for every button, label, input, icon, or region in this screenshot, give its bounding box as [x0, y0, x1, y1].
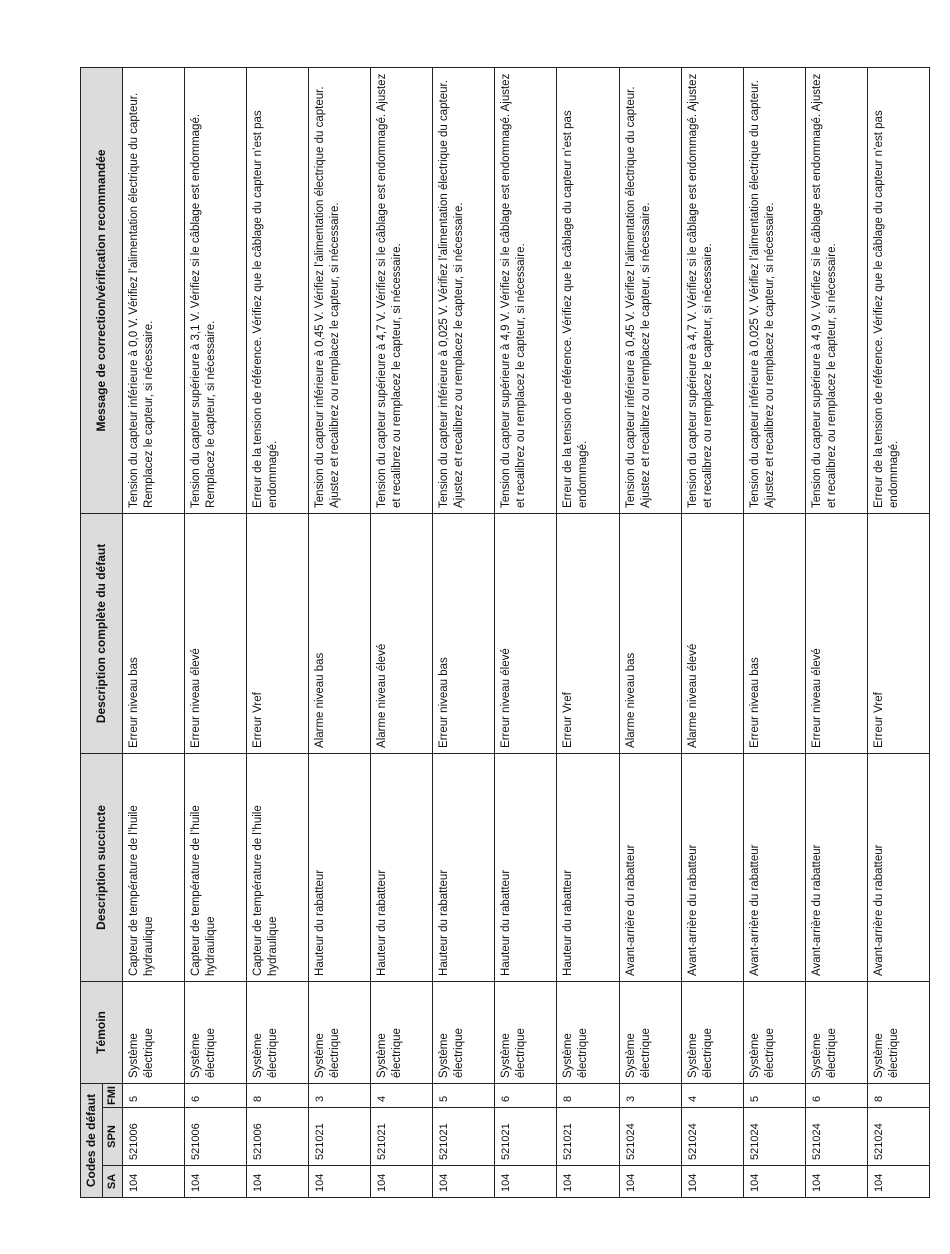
cell-short-description: Avant-arrière du rabatteur: [867, 753, 929, 981]
cell-temoin: Système électrique: [371, 981, 433, 1083]
cell-fmi: 8: [557, 1083, 619, 1107]
cell-message: Tension du capteur supérieure à 4,9 V. Vérifiez si le câblage est endommagé. Ajustez et recalibrez ou remplacez le capteur, si nécessaire.: [495, 67, 557, 513]
cell-message: Tension du capteur inférieure à 0,45 V. Vérifiez l’alimentation électrique du capteur. Ajustez et recalibrez ou remplacez le capteur, si nécessaire.: [309, 67, 371, 513]
cell-message: Tension du capteur inférieure à 0,45 V. Vérifiez l’alimentation électrique du capteur. Ajustez et recalibrez ou remplacez le capteur, si nécessaire.: [619, 67, 681, 513]
cell-fmi: 3: [309, 1083, 371, 1107]
cell-temoin: Système électrique: [743, 981, 805, 1083]
cell-full-description: Erreur Vref: [247, 513, 309, 753]
header-sa: SA: [103, 1166, 123, 1198]
cell-spn: 521024: [805, 1108, 867, 1166]
header-spn: SPN: [103, 1108, 123, 1166]
cell-message: Tension du capteur inférieure à 0,025 V. Vérifiez l’alimentation électrique du capteur. Ajustez et recalibrez ou remplacez le capteur, si nécessaire.: [743, 67, 805, 513]
cell-temoin: Système électrique: [495, 981, 557, 1083]
cell-temoin: Système électrique: [123, 981, 185, 1083]
cell-spn: 521024: [619, 1108, 681, 1166]
cell-temoin: Système électrique: [433, 981, 495, 1083]
table-row: [123, 67, 185, 1197]
cell-short-description: Avant-arrière du rabatteur: [681, 753, 743, 981]
cell-message: Tension du capteur supérieure à 4,7 V. Vérifiez si le câblage est endommagé. Ajustez et recalibrez ou remplacez le capteur, si nécessaire.: [681, 67, 743, 513]
cell-sa: 104: [743, 1166, 805, 1198]
header-temoin: Témoin: [81, 981, 123, 1083]
cell-sa: 104: [681, 1166, 743, 1198]
cell-short-description: Avant-arrière du rabatteur: [805, 753, 867, 981]
table-row: [309, 67, 371, 1197]
cell-temoin: Système électrique: [619, 981, 681, 1083]
table-row: [805, 67, 867, 1197]
table-header: [81, 67, 123, 1197]
header-fmi: FMI: [103, 1083, 123, 1107]
cell-spn: 521021: [309, 1108, 371, 1166]
cell-temoin: Système électrique: [185, 981, 247, 1083]
cell-short-description: Capteur de température de l’huile hydraulique: [123, 753, 185, 981]
cell-spn: 521021: [371, 1108, 433, 1166]
cell-sa: 104: [371, 1166, 433, 1198]
cell-short-description: Hauteur du rabatteur: [557, 753, 619, 981]
cell-temoin: Système électrique: [867, 981, 929, 1083]
cell-full-description: Erreur Vref: [867, 513, 929, 753]
cell-short-description: Hauteur du rabatteur: [495, 753, 557, 981]
cell-full-description: Erreur niveau élevé: [805, 513, 867, 753]
cell-fmi: 4: [681, 1083, 743, 1107]
cell-message: Tension du capteur supérieure à 3,1 V. Vérifiez si le câblage est endommagé. Remplacez le capteur, si nécessaire.: [185, 67, 247, 513]
cell-sa: 104: [495, 1166, 557, 1198]
cell-sa: 104: [123, 1166, 185, 1198]
table-row: [371, 67, 433, 1197]
table-row: [433, 67, 495, 1197]
cell-temoin: Système électrique: [805, 981, 867, 1083]
cell-temoin: Système électrique: [681, 981, 743, 1083]
cell-fmi: 6: [185, 1083, 247, 1107]
header-full-description: Description complète du défaut: [81, 513, 123, 753]
table-row: [557, 67, 619, 1197]
cell-fmi: 6: [495, 1083, 557, 1107]
cell-full-description: Alarme niveau élevé: [371, 513, 433, 753]
cell-full-description: Erreur Vref: [557, 513, 619, 753]
cell-sa: 104: [247, 1166, 309, 1198]
cell-full-description: Alarme niveau bas: [619, 513, 681, 753]
cell-sa: 104: [309, 1166, 371, 1198]
cell-short-description: Hauteur du rabatteur: [309, 753, 371, 981]
cell-fmi: 3: [619, 1083, 681, 1107]
cell-full-description: Erreur niveau bas: [743, 513, 805, 753]
cell-short-description: Hauteur du rabatteur: [433, 753, 495, 981]
fault-code-table: [80, 67, 930, 1198]
cell-spn: 521006: [247, 1108, 309, 1166]
table-body: [123, 67, 930, 1197]
cell-sa: 104: [185, 1166, 247, 1198]
cell-temoin: Système électrique: [309, 981, 371, 1083]
cell-temoin: Système électrique: [557, 981, 619, 1083]
table-row: [185, 67, 247, 1197]
rotated-table-sheet: [80, 68, 930, 1198]
cell-fmi: 4: [371, 1083, 433, 1107]
table-row: [495, 67, 557, 1197]
cell-spn: 521024: [743, 1108, 805, 1166]
cell-spn: 521021: [495, 1108, 557, 1166]
table-row: [681, 67, 743, 1197]
cell-spn: 521021: [433, 1108, 495, 1166]
cell-fmi: 5: [743, 1083, 805, 1107]
cell-full-description: Erreur niveau bas: [433, 513, 495, 753]
cell-sa: 104: [557, 1166, 619, 1198]
cell-message: Erreur de la tension de référence. Vérifiez que le câblage du capteur n’est pas endommagé.: [867, 67, 929, 513]
cell-sa: 104: [619, 1166, 681, 1198]
cell-full-description: Erreur niveau bas: [123, 513, 185, 753]
cell-sa: 104: [867, 1166, 929, 1198]
cell-short-description: Hauteur du rabatteur: [371, 753, 433, 981]
cell-full-description: Alarme niveau bas: [309, 513, 371, 753]
cell-fmi: 6: [805, 1083, 867, 1107]
cell-short-description: Avant-arrière du rabatteur: [619, 753, 681, 981]
header-fault-codes: Codes de défaut: [81, 1083, 103, 1197]
cell-short-description: Avant-arrière du rabatteur: [743, 753, 805, 981]
cell-spn: 521021: [557, 1108, 619, 1166]
cell-message: Tension du capteur inférieure à 0,0 V. Vérifiez l’alimentation électrique du capteur. Remplacez le capteur, si nécessaire.: [123, 67, 185, 513]
cell-message: Tension du capteur supérieure à 4,7 V. Vérifiez si le câblage est endommagé. Ajustez et recalibrez ou remplacez le capteur, si nécessaire.: [371, 67, 433, 513]
cell-sa: 104: [805, 1166, 867, 1198]
cell-full-description: Erreur niveau élevé: [185, 513, 247, 753]
cell-message: Tension du capteur inférieure à 0,025 V. Vérifiez l’alimentation électrique du capteur. Ajustez et recalibrez ou remplacez le capteur, si nécessaire.: [433, 67, 495, 513]
cell-full-description: Alarme niveau élevé: [681, 513, 743, 753]
cell-short-description: Capteur de température de l’huile hydraulique: [185, 753, 247, 981]
table-row: [743, 67, 805, 1197]
cell-sa: 104: [433, 1166, 495, 1198]
cell-fmi: 5: [123, 1083, 185, 1107]
cell-fmi: 8: [247, 1083, 309, 1107]
cell-message: Erreur de la tension de référence. Vérifiez que le câblage du capteur n’est pas endommagé.: [247, 67, 309, 513]
cell-spn: 521006: [185, 1108, 247, 1166]
cell-spn: 521006: [123, 1108, 185, 1166]
cell-full-description: Erreur niveau élevé: [495, 513, 557, 753]
cell-message: Erreur de la tension de référence. Vérifiez que le câblage du capteur n’est pas endommagé.: [557, 67, 619, 513]
table-row: [867, 67, 929, 1197]
cell-message: Tension du capteur supérieure à 4,9 V. Vérifiez si le câblage est endommagé. Ajustez et recalibrez ou remplacez le capteur, si nécessaire.: [805, 67, 867, 513]
table-row: [619, 67, 681, 1197]
cell-spn: 521024: [867, 1108, 929, 1166]
cell-fmi: 5: [433, 1083, 495, 1107]
cell-temoin: Système électrique: [247, 981, 309, 1083]
header-short-description: Description succincte: [81, 753, 123, 981]
cell-fmi: 8: [867, 1083, 929, 1107]
header-message: Message de correction/vérification recommandée: [81, 67, 123, 513]
table-row: [247, 67, 309, 1197]
cell-short-description: Capteur de température de l’huile hydraulique: [247, 753, 309, 981]
cell-spn: 521024: [681, 1108, 743, 1166]
